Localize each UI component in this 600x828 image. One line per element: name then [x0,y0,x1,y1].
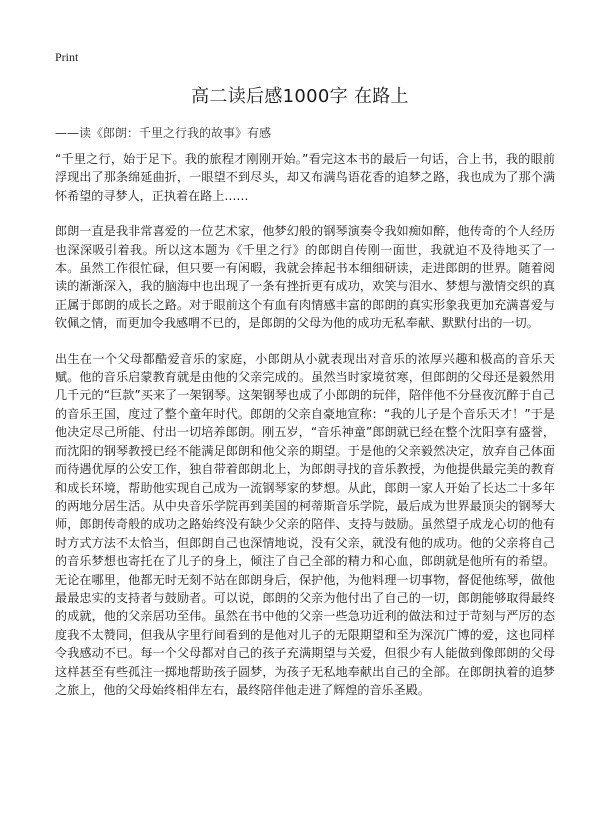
subtitle: ——读《郎朗：千里之行我的故事》有感 [55,126,272,140]
paragraph-3: 出生在一个父母都酷爱音乐的家庭，小郎朗从小就表现出对音乐的浓厚兴趣和极高的音乐天赋。他的音乐启蒙教育就是由他的父亲完成的。虽然当时家境贫寒，但郎朗的父母还是毅然用几千元的“巨款”买来了一架钢琴。这架钢琴也成了小郎朗的玩伴，陪伴他不分昼夜沉醉于自己的音乐王国，度过了整个童年时代。郎朗的父亲自豪地宣称：“我的儿子是个音乐天才！”于是他决定尽己所能、付出一切培养郎朗。刚五岁，“音乐神童”郎朗就已经在整个沈阳享有盛誉，而沈阳的钢琴教授已经不能满足郎朗和他父亲的期望。于是他的父亲毅然决定，放弃自己体面而待遇优厚的公安工作，独自带着郎朗北上，为郎朗寻找的音乐教授，为他提供最完美的教育和成长环境，帮助他实现自己成为一流钢琴家的梦想。从此，郎朗一家人开始了长达二十多年的两地分居生活。从中央音乐学院再到美国的柯蒂斯音乐学院，最后成为世界最顶尖的钢琴大师，郎朗传奇般的成功之路始终没有缺少父亲的陪伴、支持与鼓励。虽然望子成龙心切的他有时方式方法不太恰当，但郎朗自己也深情地说，没有父亲，就没有他的成功。他的父亲将自己的音乐梦想也寄托在了儿子的身上，倾注了自己全部的精力和心血，郎朗就是他所有的希望。无论在哪里，他都无时无刻不站在郎朗身后，保护他，为他料理一切事物，督促他练琴，做他最最忠实的支持者与鼓励者。可以说，郎朗的父亲为他付出了自己的一切，郎朗能够取得最终的成就，他的父亲居功至伟。虽然在书中他的父亲一些急功近利的做法和过于苛刻与严厉的态度我不太赞同，但我从字里行间看到的是他对儿子的无限期望和至为深沉广博的爱，这也同样令我感动不已。每一个父母都对自己的孩子充满期望与关爱，但很少有人能做到像郎朗的父母这样甚至有些孤注一掷地帮助孩子圆梦，为孩子无私地奉献出自己的全部。在郎朗执着的追梦之旅上，他的父母始终相伴左右，最终陪伴他走进了辉煌的音乐圣殿。 [55,351,555,697]
page-title: 高二读后感1000字 在路上 [191,86,409,107]
article-body [55,150,555,716]
print-link[interactable]: Print [55,50,79,64]
paragraph-2: 郎朗一直是我非常喜爱的一位艺术家，他梦幻般的钢琴演奏令我如痴如醉，他传奇的个人经历也深深吸引着我。所以这本题为《千里之行》的郎朗自传刚一面世，我就迫不及待地买了一本。虽然工作很忙碌，但只要一有闲暇，我就会捧起书本细细研读，走进郎朗的世界。随着阅读的渐渐深入，我的脑海中也出现了一条有挫折更有成功，欢笑与泪水、梦想与激情交织的真正属于郎朗的成长之路。对于眼前这个有血有肉情感丰富的郎朗的真实形象我更加充满喜爱与钦佩之情，而更加令我感喟不已的，是郎朗的父母为他的成功无私奉献、默默付出的一切。 [55,224,555,331]
paragraph-1: “千里之行，始于足下。我的旅程才刚刚开始。”看完这本书的最后一句话，合上书，我的眼前浮现出了那条绵延曲折，一眼望不到尽头，却又布满鸟语花香的追梦之路，我也成为了那个满怀希望的寻梦人，正执着在路上…… [55,152,555,203]
